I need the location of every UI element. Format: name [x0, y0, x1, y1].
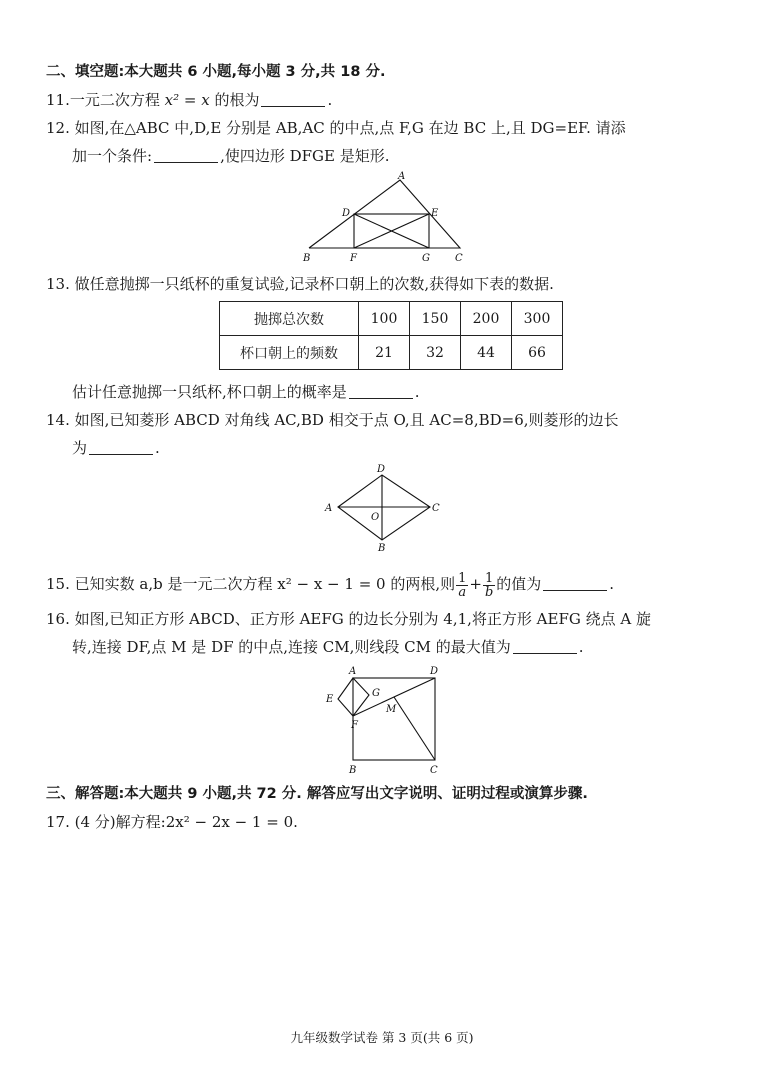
- table-header-cell: 抛掷总次数: [220, 302, 359, 336]
- table-cell: 44: [461, 336, 512, 370]
- q12-answer-blank[interactable]: [154, 148, 218, 163]
- q16-label-c: C: [430, 765, 438, 776]
- q15-frac1-numerator: 1: [458, 570, 467, 586]
- question-11: [46, 90, 332, 110]
- q12-label-e: E: [431, 208, 439, 219]
- q12-label-g: G: [422, 253, 430, 264]
- table-row: [220, 302, 563, 336]
- q12-label-b: B: [303, 253, 311, 264]
- q16-label-g: G: [372, 688, 380, 699]
- q16-answer-blank[interactable]: [513, 639, 577, 654]
- table-row: [220, 336, 563, 370]
- q12-text-a: 加一个条件:: [72, 147, 153, 165]
- q14-rhombus-figure: [318, 460, 448, 555]
- table-header-cell: 杯口朝上的频数: [220, 336, 359, 370]
- q14-label-o: O: [371, 512, 380, 523]
- q16-label-b: B: [349, 765, 357, 776]
- q14-answer-blank[interactable]: [89, 440, 153, 455]
- q12-text-b: ,使四边形 DFGE 是矩形.: [220, 147, 390, 165]
- question-13-line-1: 13. 做任意抛掷一只纸杯的重复试验,记录杯口朝上的次数,获得如下表的数据.: [46, 275, 554, 293]
- q16-label-f: F: [351, 720, 358, 731]
- table-cell: 200: [461, 302, 512, 336]
- q12-triangle-figure: [295, 170, 480, 265]
- q14-label-c: C: [432, 503, 440, 514]
- question-14-line-2: [72, 438, 160, 458]
- q16-text-b: .: [578, 638, 584, 656]
- q15-answer-blank[interactable]: [543, 576, 607, 591]
- table-cell: 100: [359, 302, 410, 336]
- table-cell: 21: [359, 336, 410, 370]
- q14-text-a: 为: [72, 439, 88, 457]
- q12-label-c: C: [455, 253, 463, 264]
- question-13-line-2: [72, 382, 420, 402]
- q14-text-b: .: [155, 439, 160, 457]
- q16-label-m: M: [386, 704, 397, 715]
- q11-text-b: 的根为: [209, 91, 260, 109]
- q15-fraction-2: [483, 572, 495, 599]
- table-cell: 32: [410, 336, 461, 370]
- q15-text-a: 15. 已知实数 a,b 是一元二次方程 x² − x − 1 = 0 的两根,则: [46, 575, 456, 593]
- q15-frac1-denominator: a: [458, 584, 467, 600]
- q11-text-c: .: [327, 91, 333, 109]
- section-3-heading: 三、解答题:本大题共 9 小题,共 72 分. 解答应写出文字说明、证明过程或演算步骤.: [46, 786, 588, 802]
- q16-label-e: E: [326, 694, 334, 705]
- q15-frac2-numerator: 1: [484, 570, 494, 586]
- page-footer: 九年级数学试卷 第 3 页(共 6 页): [290, 1030, 474, 1045]
- q15-plus: +: [469, 575, 482, 593]
- q11-math: x² = x: [164, 91, 210, 109]
- section-2-heading: 二、填空题:本大题共 6 小题,每小题 3 分,共 18 分.: [46, 64, 386, 80]
- q13-data-table: [219, 301, 563, 370]
- q15-fraction-1: [456, 572, 468, 599]
- q12-label-d: D: [342, 208, 351, 219]
- q14-label-d: D: [377, 464, 386, 475]
- question-15: [46, 570, 614, 599]
- question-17: 17. (4 分)解方程:2x² − 2x − 1 = 0.: [46, 813, 298, 831]
- q14-label-a: A: [325, 503, 333, 514]
- table-cell: 300: [512, 302, 563, 336]
- table-cell: 150: [410, 302, 461, 336]
- q12-label-a: A: [398, 171, 406, 182]
- question-14-line-1: 14. 如图,已知菱形 ABCD 对角线 AC,BD 相交于点 O,且 AC=8,BD=6,则菱形的边长: [46, 411, 619, 429]
- q12-label-f: F: [350, 253, 357, 264]
- q13-text-a: 估计任意抛掷一只纸杯,杯口朝上的概率是: [72, 383, 347, 401]
- table-cell: 66: [512, 336, 563, 370]
- question-12-line-1: 12. 如图,在△ABC 中,D,E 分别是 AB,AC 的中点,点 F,G 在边 BC 上,且 DG=EF. 请添: [46, 119, 626, 137]
- q16-text-a: 转,连接 DF,点 M 是 DF 的中点,连接 CM,则线段 CM 的最大值为: [72, 638, 511, 656]
- question-16-line-2: [72, 637, 584, 657]
- question-16-line-1: 16. 如图,已知正方形 ABCD、正方形 AEFG 的边长分别为 4,1,将正方形 AEFG 绕点 A 旋: [46, 610, 651, 628]
- q13-answer-blank[interactable]: [349, 384, 413, 399]
- q15-text-b: 的值为: [496, 575, 542, 593]
- q14-label-b: B: [378, 543, 386, 554]
- q16-label-d: D: [430, 666, 439, 677]
- q11-answer-blank[interactable]: [261, 92, 325, 107]
- q15-text-c: .: [609, 575, 615, 593]
- q13-text-b: .: [414, 383, 420, 401]
- question-12-line-2: [72, 146, 390, 166]
- q16-squares-figure: [320, 662, 450, 778]
- q15-frac2-denominator: b: [484, 584, 494, 600]
- q16-label-a: A: [349, 666, 357, 677]
- q11-text-a: 11.一元二次方程: [46, 91, 165, 109]
